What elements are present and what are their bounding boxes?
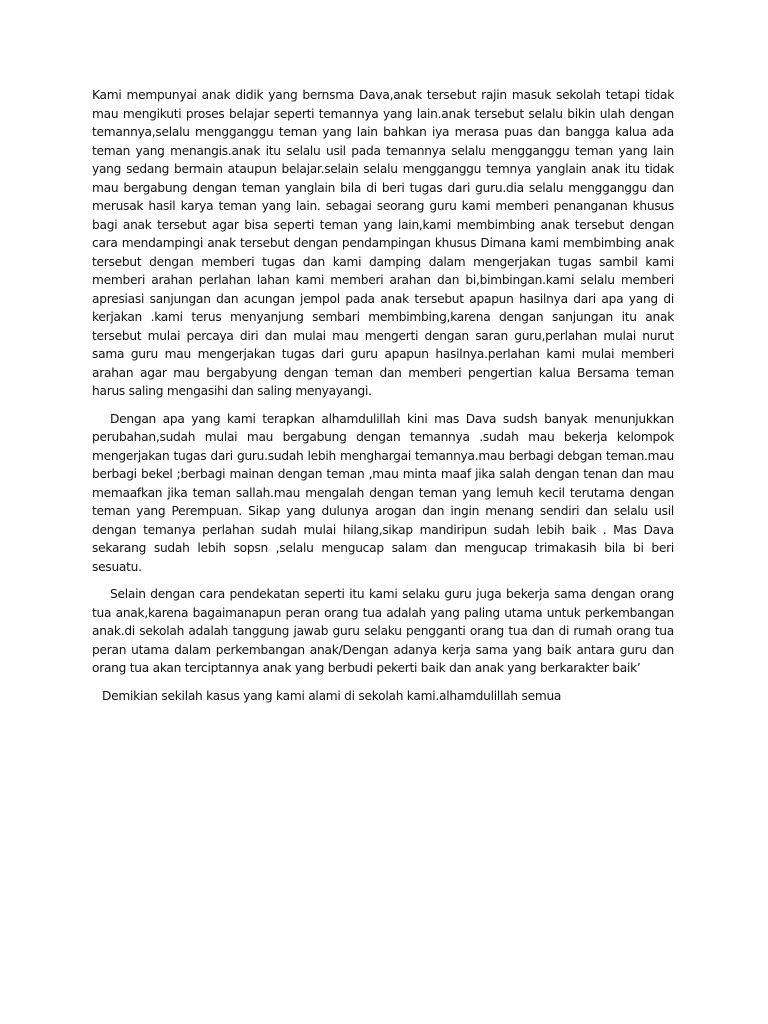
paragraph-4: Demikian sekilah kasus yang kami alami di sekolah kami.alhamdulillah semua (102, 688, 562, 703)
document-body (92, 86, 674, 714)
paragraph-3: Selain dengan cara pendekatan seperti itu kami selaku guru juga bekerja sama dengan orang tua anak,karena bagaimanapun peran orang tua adalah yang paling utama untuk perkembangan anak.di sekolah adalah tanggung jawab guru selaku pengganti orang tua dan di rumah orang tua peran utama dalam perkembangan anak/Dengan adanya kerja sama yang baik antara guru dan orang tua akan terciptannya anak yang berbudi pekerti baik dan anak yang berkarakter baik’ (92, 587, 674, 675)
paragraph-1: Kami mempunyai anak didik yang bernsma Dava,anak tersebut rajin masuk sekolah tetapi tidak mau mengikuti proses belajar seperti temannya yang lain.anak tersebut selalu bikin ulah dengan temannya,selalu mengganggu teman yang lain bahkan iya merasa puas dan bangga kalua ada teman yang menangis.anak itu selalu usil pada temannya selalu mengganggu teman yang lain yang sedang bermain ataupun belajar.selain selalu mengganggu temnya yanglain anak itu tidak mau bergabung dengan teman yanglain bila di beri tugas dari guru.dia selalu mengganggu dan merusak hasil karya teman yang lain. sebagai seorang guru kami memberi penanganan khusus bagi anak tersebut agar bisa seperti teman yang lain,kami membimbing anak tersebut dengan cara mendampingi anak tersebut dengan pendampingan khusus Dimana kami membimbing anak tersebut dengan memberi tugas dan kami damping dalam mengerjakan tugas sambil kami memberi arahan perlahan lahan kami memberi arahan dan bi,bimbingan.kami selalu memberi apresiasi sanjungan dan acungan jempol pada anak tersebut apapun hasilnya dari apa yang di kerjakan .kami terus menyanjung sembari membimbing,karena dengan sanjungan itu anak tersebut mulai percaya diri dan mulai mau mengerti dengan saran guru,perlahan mulai nurut sama guru mau mengerjakan tugas dari guru apapun hasilnya.perlahan kami mulai memberi arahan agar mau bergabyung dengan teman dan memberi pengertian kalua Bersama teman harus saling mengasihi dan saling menyayangi. (92, 88, 674, 398)
paragraph-2: Dengan apa yang kami terapkan alhamdulillah kini mas Dava sudsh banyak menunjukkan perubahan,sudah mulai mau bergabung dengan temannya .sudah mau bekerja kelompok mengerjakan tugas dari guru.sudah lebih menghargai temannya.mau berbagi debgan teman.mau berbagi bekel ;berbagi mainan dengan teman ,mau minta maaf jika salah dengan tenan dan mau memaafkan jika teman sallah.mau mengalah dengan teman yang lemuh kecil terutama dengan teman yang Perempuan. Sikap yang dulunya arogan dan ingin menang sendiri dan selalu usil dengan temanya perlahan sudah mulai hilang,sikap mandiripun sudah lebih baik . Mas Dava sekarang sudah lebih sopsn ,selalu mengucap salam dan mengucap trimakasih bila bi beri sesuatu. (92, 411, 674, 574)
